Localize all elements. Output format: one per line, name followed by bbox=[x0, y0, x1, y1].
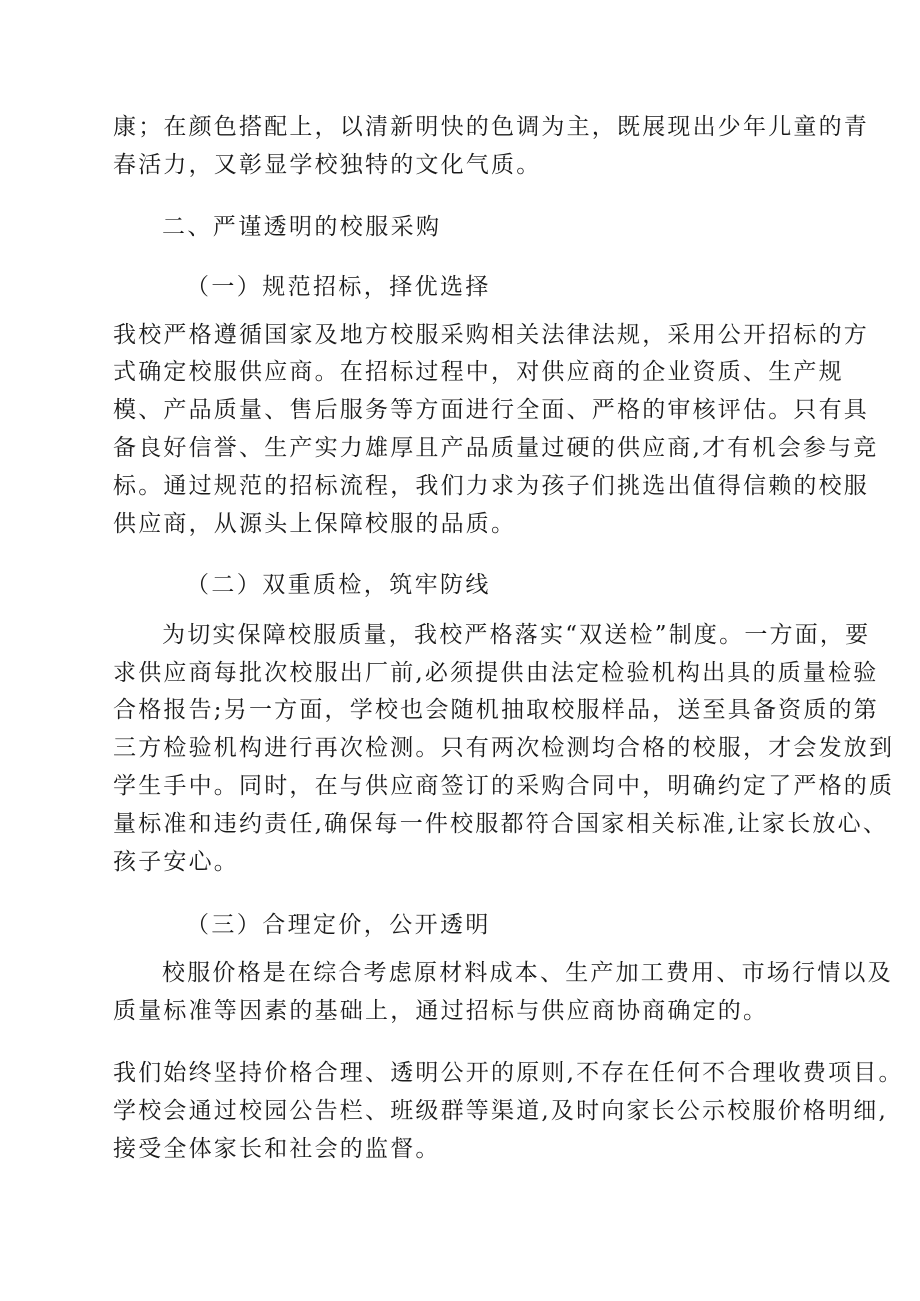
subsection-heading: （三）合理定价，公开透明 bbox=[186, 912, 491, 938]
paragraph-line: 我们始终坚持价格合理、透明公开的原则,不存在任何不合理收费项目。 bbox=[113, 1060, 904, 1086]
paragraph-line: 质量标准等因素的基础上，通过招标与供应商协商确定的。 bbox=[113, 998, 769, 1024]
paragraph-line: 康；在颜色搭配上，以清新明快的色调为主，既展现出少年儿童的青 bbox=[113, 114, 869, 140]
paragraph-line: 我校严格遵循国家及地方校服采购相关法律法规，采用公开招标的方 bbox=[113, 322, 869, 348]
paragraph-line: 模、产品质量、售后服务等方面进行全面、严格的审核评估。只有具 bbox=[113, 397, 869, 423]
subsection-heading: （二）双重质检，筑牢防线 bbox=[186, 572, 491, 598]
paragraph-line: 三方检验机构进行再次检测。只有两次检测均合格的校服，才会发放到 bbox=[113, 735, 895, 761]
paragraph-line: 孩子安心。 bbox=[113, 849, 239, 875]
paragraph-line: 备良好信誉、生产实力雄厚且产品质量过硬的供应商,才有机会参与竞 bbox=[113, 435, 879, 461]
paragraph-line: 春活力，又彰显学校独特的文化气质。 bbox=[113, 152, 542, 178]
paragraph-line: 学校会通过校园公告栏、班级群等渠道,及时向家长公示校服价格明细, bbox=[113, 1098, 889, 1124]
paragraph-line: 为切实保障校服质量，我校严格落实“双送检”制度。一方面，要 bbox=[162, 622, 871, 648]
paragraph-line: 合格报告;另一方面，学校也会随机抽取校服样品，送至具备资质的第 bbox=[113, 697, 879, 723]
paragraph-line: 校服价格是在综合考虑原材料成本、生产加工费用、市场行情以及 bbox=[162, 960, 893, 986]
paragraph-line: 求供应商每批次校服出厂前,必须提供由法定检验机构出具的质量检验 bbox=[113, 660, 879, 686]
paragraph-line: 学生手中。同时，在与供应商签订的采购合同中，明确约定了严格的质 bbox=[113, 773, 895, 799]
subsection-heading: （一）规范招标，择优选择 bbox=[186, 274, 491, 300]
paragraph-line: 供应商，从源头上保障校服的品质。 bbox=[113, 511, 517, 537]
paragraph-line: 标。通过规范的招标流程，我们力求为孩子们挑选出值得信赖的校服 bbox=[113, 473, 869, 499]
section-heading: 二、严谨透明的校服采购 bbox=[162, 214, 442, 240]
paragraph-line: 接受全体家长和社会的监督。 bbox=[113, 1136, 441, 1162]
paragraph-line: 量标准和违约责任,确保每一件校服都符合国家相关标准,让家长放心、 bbox=[113, 811, 889, 837]
paragraph-line: 式确定校服供应商。在招标过程中，对供应商的企业资质、生产规 bbox=[113, 359, 844, 385]
